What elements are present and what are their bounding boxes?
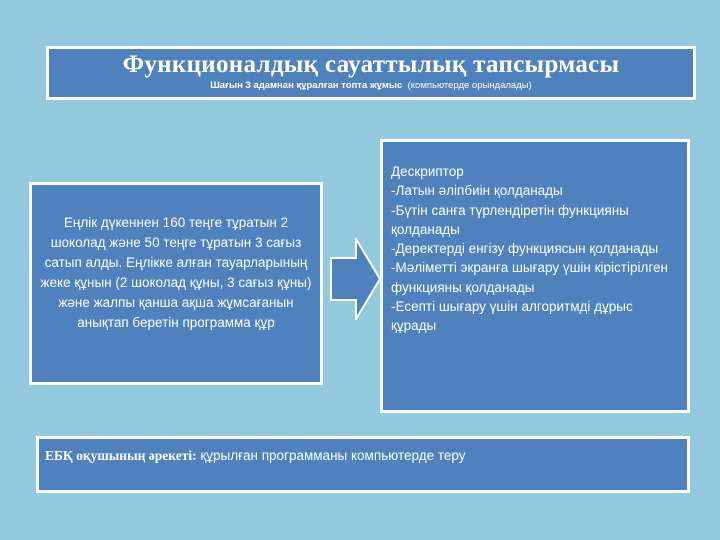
descriptor-title: Дескриптор (391, 164, 464, 179)
descriptor-item: -Есепті шығару үшін алгоритмді дұрыс құрады (391, 299, 633, 334)
descriptor-item: -Бүтін санға түрлендіретін функцияны қолданады (391, 202, 629, 237)
descriptor-item: -Деректерді енгізу функциясын қолданады (391, 241, 659, 257)
task-text: Еңлік дүкеннен 160 теңге тұратын 2 шоколад және 50 теңге тұратын 3 сағыз сатып алды. Еңлікке алған тауарларының жеке құнын (2 шоколад құны, 3 сағыз құны) және жалпы қанша ақша жұмсағанын анықтап беретін программа құр (40, 215, 312, 330)
activity-text: құрылған программаны компьютерде теру (196, 448, 466, 463)
subtitle-note: (компьютерде орындалады) (407, 80, 532, 91)
task-box (29, 182, 323, 385)
subtitle-main: Шағын 3 адамнан құралған топта жұмыс (210, 80, 403, 91)
activity-box (36, 436, 690, 493)
activity-label: ЕБҚ оқушының әрекеті: (45, 448, 197, 463)
subtitle (49, 80, 693, 91)
page-title: Функционалдық сауаттылық тапсырмасы (122, 51, 620, 78)
descriptor-item: -Латын әліпбиін қолданады (391, 183, 563, 199)
title-banner (46, 46, 696, 100)
arrow-right-icon (330, 238, 382, 320)
descriptor-box (380, 139, 690, 413)
descriptor-item: -Мәліметті экранға шығару үшін кірістірілген функцияны қолданады (391, 260, 668, 295)
